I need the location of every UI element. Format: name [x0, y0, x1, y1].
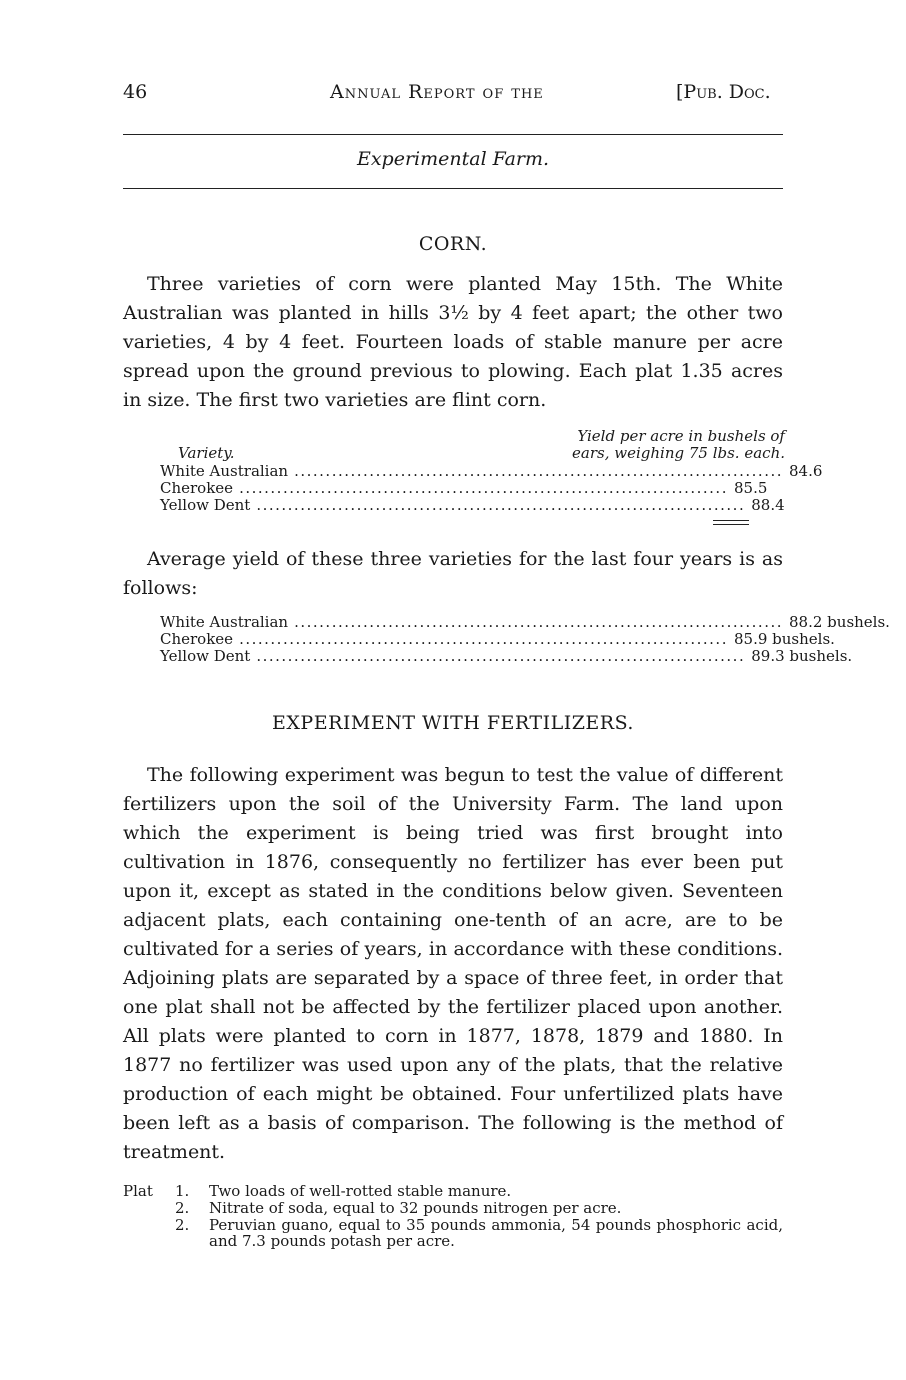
variety-column-header: Variety. [178, 444, 235, 462]
plat-description: Peruvian guano, equal to 35 pounds ammonia, 54 pounds phosphoric acid, and 7.3 pounds potash per acre. [209, 1216, 783, 1250]
leader-dots: .............................................................................. [256, 647, 746, 665]
table-row [160, 496, 785, 514]
yield-value: 88.4 [751, 496, 785, 514]
total-rule-2 [713, 524, 749, 525]
variety-name: Yellow Dent [160, 647, 251, 665]
plat-label: Plat [123, 1182, 153, 1200]
leader-dots: .............................................................................. [294, 613, 784, 631]
variety-name: White Australian [160, 613, 289, 631]
yield-header-line1: Yield per acre in bushels of [577, 427, 785, 445]
doc-reference: [Pub. Doc. [676, 81, 771, 103]
variety-name: Cherokee [160, 630, 234, 648]
header-rule-top [123, 134, 783, 135]
yield-column-header [480, 428, 785, 462]
plat-list [123, 1183, 783, 1263]
table-row [160, 613, 890, 631]
plat-number: 1. [175, 1182, 190, 1200]
yield-value: 85.5 [733, 479, 768, 497]
yield-header-line2: ears, weighing 75 lbs. each. [572, 444, 785, 462]
leader-dots: .............................................................................. [256, 496, 746, 514]
table-row [160, 630, 835, 648]
variety-name: Cherokee [160, 479, 234, 497]
average-paragraph: Average yield of these three varieties for the last four years is as follows: [123, 548, 783, 599]
table-row [160, 462, 823, 480]
section-subtitle: Experimental Farm. [356, 148, 550, 170]
total-rule-1 [713, 520, 749, 521]
yield-value: 85.9 bushels. [733, 630, 835, 648]
plat-description: Two loads of well-rotted stable manure. [209, 1182, 512, 1200]
yield-value: 84.6 [789, 462, 823, 480]
leader-dots: .............................................................................. [239, 479, 728, 497]
variety-name: White Australian [160, 462, 289, 480]
corn-yield-table [160, 462, 823, 514]
yield-value: 88.2 bushels. [789, 613, 890, 631]
table-row [160, 479, 768, 497]
corn-heading: CORN. [418, 233, 488, 255]
leader-dots: .............................................................................. [294, 462, 784, 480]
plat-number: 2. [175, 1216, 190, 1234]
average-yield-table [160, 613, 890, 665]
leader-dots: .............................................................................. [239, 630, 728, 648]
header-rule-bottom [123, 188, 783, 189]
fertilizers-heading: EXPERIMENT WITH FERTILIZERS. [272, 712, 634, 734]
page-number: 46 [123, 81, 148, 103]
plat-description: Nitrate of soda, equal to 32 pounds nitrogen per acre. [209, 1199, 622, 1217]
corn-paragraph: Three varieties of corn were planted May 15th. The White Australian was planted in hills 3½ by 4 feet apart; the other two varieties, 4 by 4 feet. Fourteen loads of stable manure per acre spread upon the ground previous to plowing. Each plat 1.35 acres in size. The first two varieties are flint corn. [123, 273, 783, 411]
plat-number: 2. [175, 1199, 190, 1217]
variety-name: Yellow Dent [160, 496, 251, 514]
running-title: Annual Report of the [330, 81, 544, 103]
fertilizers-paragraph: The following experiment was begun to test the value of different fertilizers upon the soil of the University Farm. The land upon which the experiment is being tried was first brought into cultivation in 1876, consequently no fertilizer has ever been put upon it, except as stated in the conditions below given. Seventeen adjacent plats, each containing one-tenth of an acre, are to be cultivated for a series of years, in accordance with these conditions. Adjoining plats are separated by a space of three feet, in order that one plat shall not be affected by the fertilizer placed upon another. All plats were planted to corn in 1877, 1878, 1879 and 1880. In 1877 no fertilizer was used upon any of the plats, that the relative production of each might be obtained. Four unfertilized plats have been left as a basis of comparison. The following is the method of treatment. [123, 764, 783, 1163]
yield-value: 89.3 bushels. [751, 647, 853, 665]
table-row [160, 647, 853, 665]
